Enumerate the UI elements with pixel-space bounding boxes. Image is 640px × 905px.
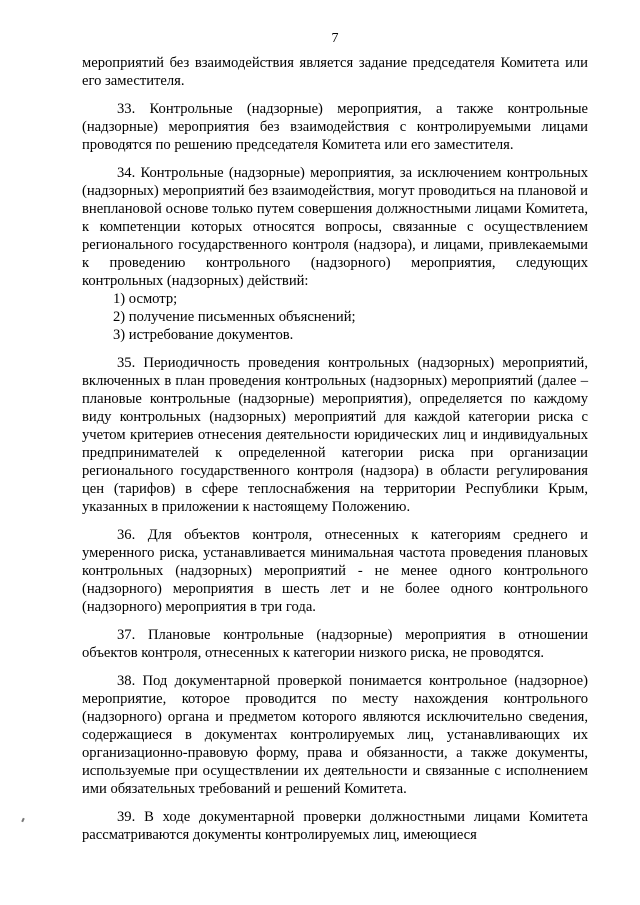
- list-item: 1) осмотр;: [113, 291, 178, 307]
- control-actions-list: [82, 290, 588, 344]
- paragraph-39: 39. В ходе документарной проверки должностными лицами Комитета рассматриваются документы контролируемых лиц, имеющиеся: [82, 809, 588, 843]
- paragraph-33: 33. Контрольные (надзорные) мероприятия, а также контрольные (надзорные) мероприятия без взаимодействия с контролируемыми лицами проводятся по решению председателя Комитета или его заместителя.: [82, 101, 588, 153]
- paragraph-36: 36. Для объектов контроля, отнесенных к категориям среднего и умеренного риска, устанавливается минимальная частота проведения плановых контрольных (надзорных) мероприятий - не менее одного контрольного (надзорного) мероприятия в шесть лет и не более одного контрольного (надзорного) мероприятия в три года.: [82, 527, 588, 615]
- paragraph-continuation: мероприятий без взаимодействия является задание председателя Комитета или его заместителя.: [82, 55, 588, 89]
- paragraph-34: 34. Контрольные (надзорные) мероприятия, за исключением контрольных (надзорных) мероприятий без взаимодействия, могут проводиться на плановой и внеплановой основе только путем совершения должностными лицами Комитета, к компетенции которых относятся вопросы, связанные с осуществлением регионального государственного контроля (надзора), и лицами, привлекаемыми к проведению контрольного (надзорного) мероприятия, следующих контрольных (надзорных) действий:: [82, 165, 588, 289]
- paragraph-38: 38. Под документарной проверкой понимается контрольное (надзорное) мероприятие, которое проводится по месту нахождения контрольного (надзорного) органа и предметом которого являются исключительно сведения, содержащиеся в документах контролируемых лиц, устанавливающих их организационно-правовую форму, права и обязанности, а также документы, используемые при осуществлении их деятельности и связанные с исполнением ими обязательных требований и решений Комитета.: [82, 673, 588, 797]
- paragraph-37: 37. Плановые контрольные (надзорные) мероприятия в отношении объектов контроля, отнесенных к категории низкого риска, не проводятся.: [82, 627, 588, 661]
- list-item: 3) истребование документов.: [113, 327, 294, 343]
- paragraph-35: 35. Периодичность проведения контрольных (надзорных) мероприятий, включенных в план проведения контрольных (надзорных) мероприятий (далее – плановые контрольные (надзорные) мероприятия), определяется по каждому виду контрольных (надзорных) мероприятий для каждой категории риска с учетом критериев отнесения деятельности юридических лиц и индивидуальных предпринимателей к определенной категории риска при организации регионального государственного контроля (надзора) в области регулирования цен (тарифов) в сфере теплоснабжения на территории Республики Крым, указанных в приложении к настоящему Положению.: [82, 355, 588, 515]
- page-number: 7: [331, 31, 339, 46]
- scan-mark: [21, 818, 25, 822]
- list-item: 2) получение письменных объяснений;: [113, 309, 356, 325]
